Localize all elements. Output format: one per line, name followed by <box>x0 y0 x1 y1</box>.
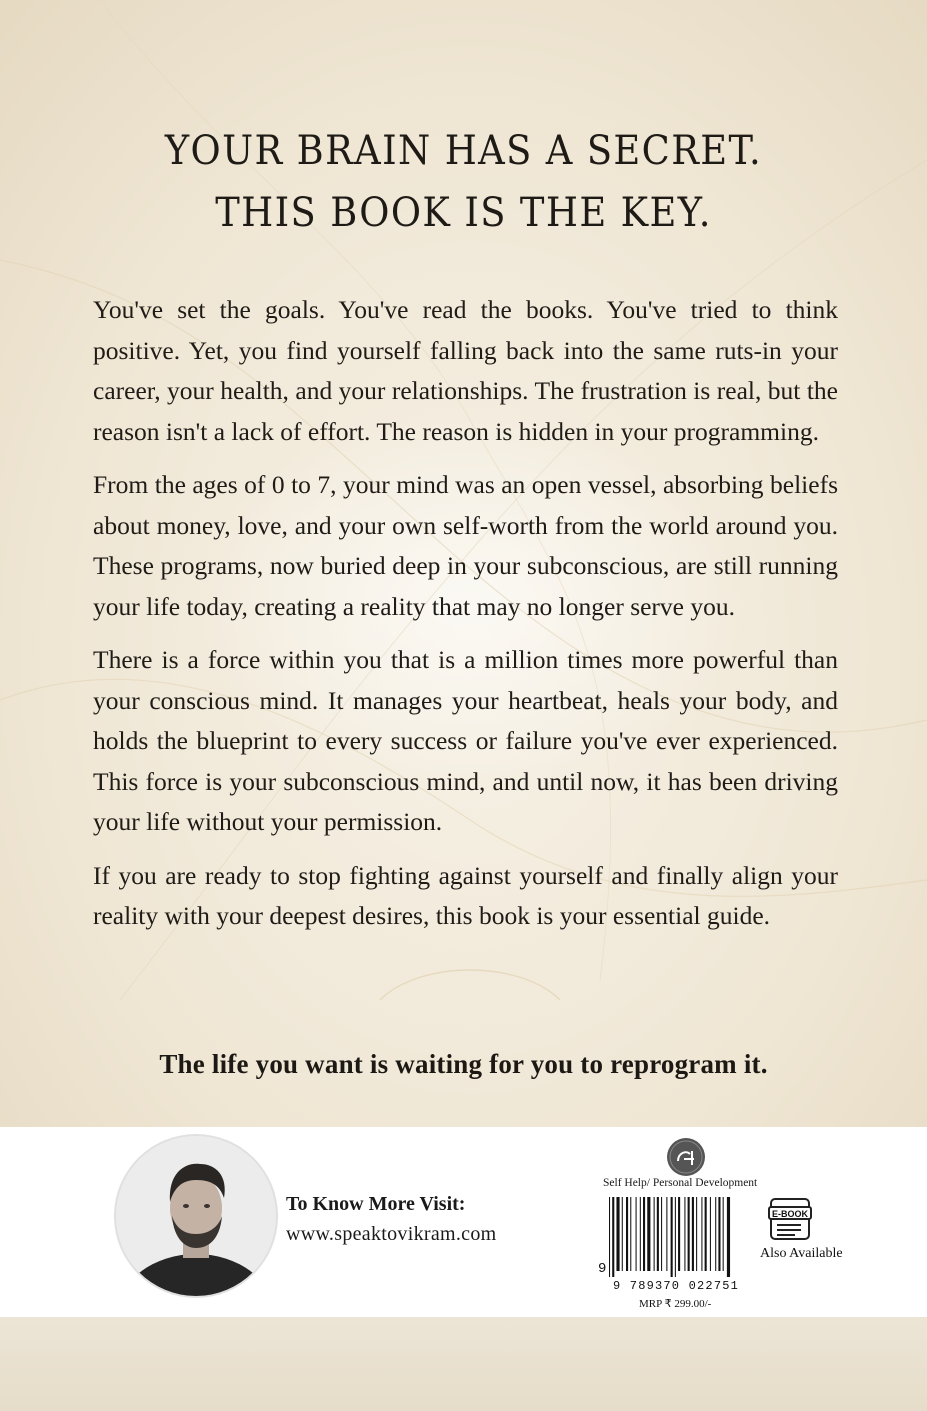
barcode-bar <box>692 1197 694 1271</box>
barcode-bar <box>671 1197 673 1277</box>
price: MRP ₹ 299.00/- <box>639 1298 712 1310</box>
barcode-bar <box>678 1197 680 1271</box>
paragraph-1: You've set the goals. You've read the books. You've tried to think positive. Yet, you find yourself falling back into the same ruts-in your career, your health, and your relationships. The frustration is real, but the reason isn't a lack of effort. The reason is hidden in your programming. <box>93 295 838 446</box>
barcode-bar <box>701 1197 702 1271</box>
barcode-leading-digit: 9 <box>598 1261 607 1277</box>
tagline: The life you want is waiting for you to reprogram it. <box>159 1049 768 1079</box>
headline-line-1: YOUR BRAIN HAS A SECRET. <box>164 128 763 174</box>
barcode-bar <box>640 1197 641 1271</box>
visit-label: To Know More Visit: <box>286 1193 466 1215</box>
barcode-bar <box>654 1197 655 1271</box>
ebook-badge-label: E-BOOK <box>772 1209 808 1219</box>
barcode-bar <box>661 1197 662 1271</box>
website-link[interactable]: www.speaktovikram.com <box>286 1223 497 1245</box>
barcode-bar <box>626 1197 628 1271</box>
barcode-bar <box>657 1197 659 1271</box>
ebook-icon <box>767 1197 813 1241</box>
barcode-bar <box>622 1197 623 1271</box>
paragraph-3: There is a force within you that is a million times more powerful than your conscious mind. It manages your heartbeat, heals your body, and holds the blueprint to every success or failure you've ever experienced. This force is your subconscious mind, and until now, it has been driving your life without your permission. <box>93 645 838 836</box>
headline <box>37 120 890 244</box>
barcode-bar <box>616 1197 619 1271</box>
barcode-bar <box>612 1197 614 1277</box>
barcode-bar <box>609 1197 610 1277</box>
barcode-bar <box>715 1197 716 1271</box>
barcode-bar <box>675 1197 676 1277</box>
barcode-bar <box>705 1197 707 1271</box>
barcode-bar <box>630 1197 631 1271</box>
headline-line-2: THIS BOOK IS THE KEY. <box>215 190 712 236</box>
barcode-bar <box>666 1197 667 1271</box>
barcode-bar <box>688 1197 690 1271</box>
paragraph-2: From the ages of 0 to 7, your mind was an open vessel, absorbing beliefs about money, love, and your own self-worth from the world around you. These programs, now buried deep in your subconscious, are still running your life today, creating a reality that may no longer serve you. <box>93 470 838 621</box>
barcode-bar <box>647 1197 650 1271</box>
isbn-number: 9 789370 022751 <box>613 1279 740 1293</box>
book-category: Self Help/ Personal Development <box>603 1177 758 1189</box>
publisher-logo-icon <box>666 1137 706 1177</box>
barcode-bar <box>723 1197 724 1271</box>
barcode-bar <box>696 1197 697 1271</box>
barcode-bar <box>636 1197 637 1271</box>
blurb <box>93 290 838 950</box>
barcode-bar <box>727 1197 730 1277</box>
barcode-bar <box>718 1197 720 1271</box>
barcode-bar <box>643 1197 645 1271</box>
ebook-availability: Also Available <box>760 1246 843 1261</box>
paragraph-4: If you are ready to stop fighting against yourself and finally align your reality with your deepest desires, this book is your essential guide. <box>93 860 838 930</box>
author-photo <box>116 1136 276 1296</box>
barcode-bar <box>684 1197 685 1271</box>
bottom-strip <box>0 1317 927 1411</box>
barcode-bar <box>710 1197 711 1271</box>
